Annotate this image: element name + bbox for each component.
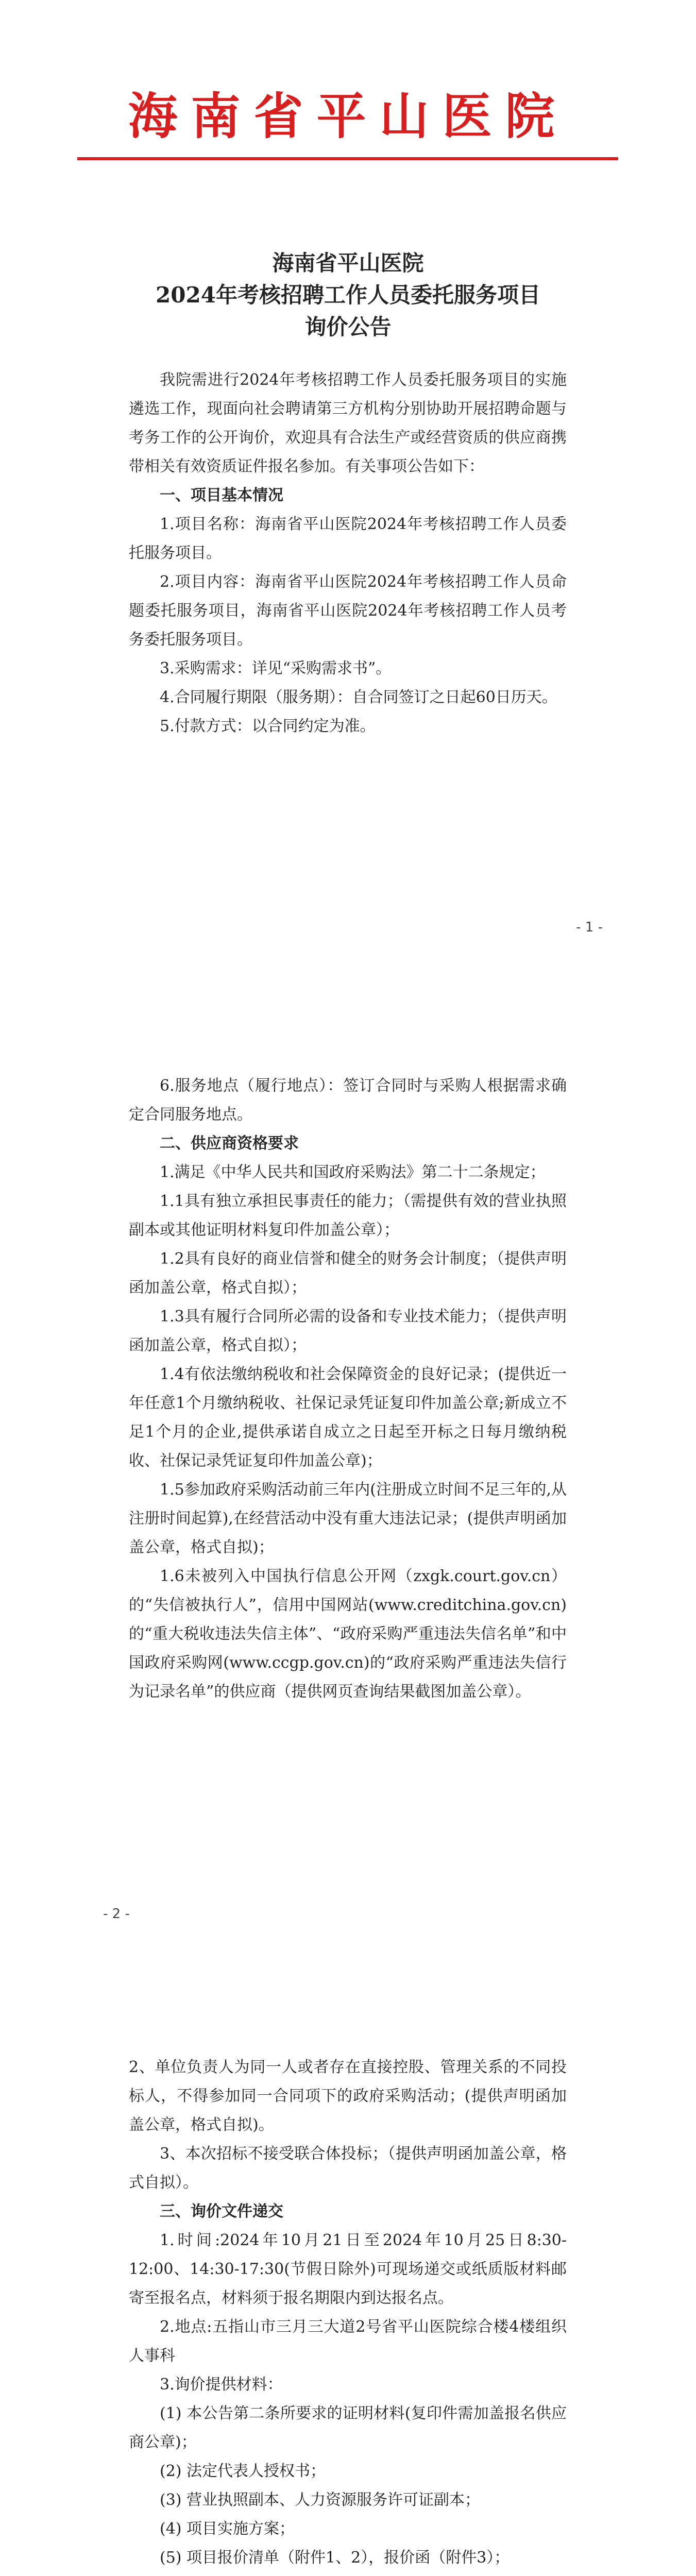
- header-divider: [77, 157, 618, 160]
- list-item: 2.项目内容：海南省平山医院2024年考核招聘工作人员命题委托服务项目，海南省平山医院2024年考核招聘工作人员考务委托服务项目。: [129, 573, 567, 649]
- list-item: 2、单位负责人为同一人或者存在直接控股、管理关系的不同投标人，不得参加同一合同项下的政府采购活动；(提供声明函加盖公章，格式自拟)。: [129, 2058, 567, 2134]
- list-item: (5) 项目报价清单（附件1、2），报价函（附件3）；: [160, 2549, 510, 2567]
- list-item: 1.5参加政府采购活动前三年内(注册成立时间不足三年的,从注册时间起算),在经营活动中没有重大违法记录；(提供声明函加盖公章，格式自拟)；: [129, 1481, 567, 1556]
- list-item: 1.3具有履行合同所必需的设备和专业技术能力；（提供声明函加盖公章，格式自拟）；: [129, 1308, 567, 1354]
- section-2-heading: 二、供应商资格要求: [160, 1134, 299, 1153]
- document-title: [0, 247, 696, 343]
- list-item: 1.2具有良好的商业信誉和健全的财务会计制度；（提供声明函加盖公章，格式自拟）；: [129, 1250, 567, 1297]
- page-number: - 2 -: [103, 1906, 130, 1922]
- section-3-heading: 三、询价文件递交: [160, 2202, 283, 2221]
- list-item: (2) 法定代表人授权书；: [160, 2462, 326, 2480]
- list-item: 1.项目名称：海南省平山医院2024年考核招聘工作人员委托服务项目。: [129, 515, 567, 562]
- list-item: 3.采购需求：详见“采购需求书”。: [160, 659, 392, 677]
- list-item: 1.时间:2024年10月21日至2024年10月25日8:30-12:00、14:30-17:30(节假日除外)可现场递交或纸质版材料邮寄至报名点，材料须于报名期限内到达报名点。: [129, 2231, 567, 2307]
- list-item: (3) 营业执照副本、人力资源服务许可证副本；: [160, 2491, 481, 2509]
- section-1-heading: 一、项目基本情况: [160, 486, 283, 504]
- page-1-content: [129, 366, 567, 741]
- title-line-1: 海南省平山医院: [272, 250, 424, 276]
- list-item: 3、本次招标不接受联合体投标；（提供声明函加盖公章，格式自拟）。: [129, 2145, 567, 2192]
- intro-paragraph: 我院需进行2024年考核招聘工作人员委托服务项目的实施遴选工作，现面向社会聘请第三方机构分别协助开展招聘命题与考务工作的公开询价，欢迎具有合法生产或经营资质的供应商携带相关有效资质证件报名参加。有关事项公告如下：: [129, 371, 567, 476]
- list-item: [129, 2572, 567, 2576]
- page-2-content: [129, 1072, 567, 1706]
- list-item: 6.服务地点（履行地点）：签订合同时与采购人根据需求确定合同服务地点。: [129, 1077, 567, 1124]
- list-item: 2.地点:五指山市三月三大道2号省平山医院综合楼4楼组织人事科: [129, 2318, 567, 2365]
- list-item: 5.付款方式：以合同约定为准。: [160, 717, 376, 735]
- list-item: (4) 项目实施方案；: [160, 2520, 295, 2538]
- list-item: 1.1具有独立承担民事责任的能力；（需提供有效的营业执照副本或其他证明材料复印件加盖公章）；: [129, 1192, 567, 1239]
- list-item: 4.合同履行期限（服务期）：自合同签订之日起60日历天。: [160, 688, 557, 706]
- page-number: - 1 -: [576, 920, 603, 935]
- list-item: (1) 本公告第二条所要求的证明材料(复印件需加盖报名供应商公章)；: [129, 2404, 567, 2451]
- title-line-3: 询价公告: [304, 314, 392, 340]
- list-item: 1.4有依法缴纳税收和社会保障资金的良好记录；(提供近一年任意1个月缴纳税收、社保记录凭证复印件加盖公章;新成立不足1个月的企业,提供承诺自成立之日起至开标之日每月缴纳税收、社保记录凭证复印件加盖公章)；: [129, 1365, 567, 1470]
- page-3-content: [129, 2053, 567, 2576]
- list-item: 1.6未被列入中国执行信息公开网（zxgk.court.gov.cn）的“失信被执行人”，信用中国网站(www.creditchina.gov.cn)的“重大税收违法失信主体”、“政府采购严重违法失信名单”和中国政府采购网(www.ccgp.gov.cn)的“政府采购严重违法失信行为记录名单”的供应商（提供网页查询结果截图加盖公章）。: [129, 1567, 567, 1701]
- title-line-2: 2024年考核招聘工作人员委托服务项目: [156, 282, 540, 308]
- list-item: 3.询价提供材料：: [160, 2376, 283, 2394]
- document-header-title: 海南省平山医院: [128, 88, 568, 145]
- list-item: 1.满足《中华人民共和国政府采购法》第二十二条规定；: [160, 1163, 546, 1181]
